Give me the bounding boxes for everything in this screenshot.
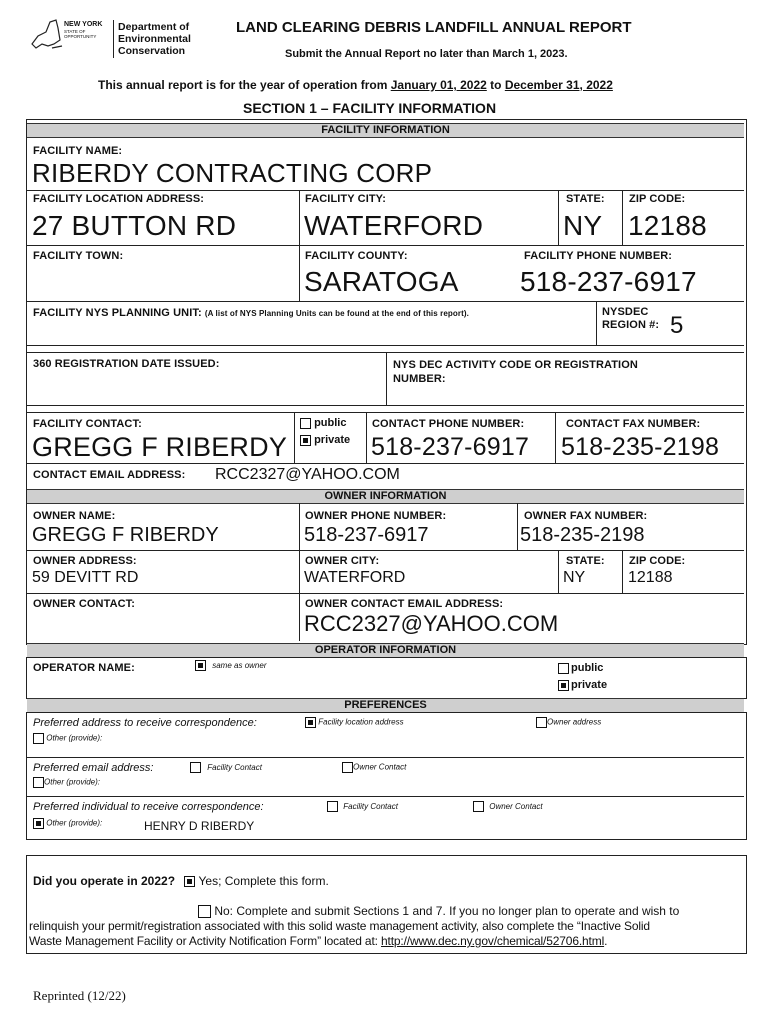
pref-individual-question: Preferred individual to receive correspondence: <box>33 801 264 813</box>
operate-no-row: No: Complete and submit Sections 1 and 7. If you no longer plan to operate and wish to <box>198 904 679 918</box>
owner-zip-label: ZIP CODE: <box>629 555 686 567</box>
operator-private-checkbox[interactable] <box>558 680 569 691</box>
operator-private-option[interactable]: private <box>558 679 607 691</box>
pref-email-owner-option[interactable]: Owner Contact <box>342 762 406 773</box>
contact-private-option[interactable]: private <box>300 434 350 446</box>
pref-address-question: Preferred address to receive correspondence: <box>33 717 257 729</box>
region-label: NYSDEC REGION #: <box>602 306 660 331</box>
contact-fax-field[interactable]: 518-235-2198 <box>561 433 720 461</box>
operator-name-label: OPERATOR NAME: <box>33 662 135 674</box>
inactive-form-link[interactable]: http://www.dec.ny.gov/chemical/52706.html <box>381 934 605 948</box>
owner-state-label: STATE: <box>566 555 605 567</box>
owner-email-field[interactable]: RCC2327@YAHOO.COM <box>304 611 559 636</box>
same-as-owner-checkbox[interactable] <box>195 660 206 671</box>
pref-address-facility-checkbox[interactable] <box>305 717 316 728</box>
facility-city-field[interactable]: WATERFORD <box>304 210 484 241</box>
pref-address-owner-checkbox[interactable] <box>536 717 547 728</box>
operate-no-line3: Waste Management Facility or Activity Notification Form” located at: http://www.dec.ny.gov/chemical/52706.html. <box>29 934 608 948</box>
operate-no-line2: relinquish your permit/registration associated with this solid waste management activity, also complete the “Inactive Solid <box>29 919 650 933</box>
pref-address-other-checkbox[interactable] <box>33 733 44 744</box>
pref-individual-owner-option[interactable]: Owner Contact <box>473 801 543 812</box>
pref-address-facility-option[interactable]: Facility location address <box>305 717 404 728</box>
owner-city-field[interactable]: WATERFORD <box>304 569 406 586</box>
facility-county-field[interactable]: SARATOGA <box>304 266 459 297</box>
pref-email-facility-option[interactable]: Facility Contact <box>190 762 262 773</box>
owner-zip-field[interactable]: 12188 <box>628 569 673 586</box>
preferences-section <box>26 712 747 840</box>
pref-individual-facility-option[interactable]: Facility Contact <box>327 801 398 812</box>
pref-email-owner-checkbox[interactable] <box>342 762 353 773</box>
report-title: LAND CLEARING DEBRIS LANDFILL ANNUAL REPORT <box>236 19 632 36</box>
owner-address-label: OWNER ADDRESS: <box>33 555 137 567</box>
logo-state-sub1: STATE OF <box>64 29 86 34</box>
state-outline-icon <box>28 18 64 52</box>
pref-email-question: Preferred email address: <box>33 762 154 774</box>
operator-info-bar: OPERATOR INFORMATION <box>27 643 744 658</box>
registration-date-label: 360 REGISTRATION DATE ISSUED: <box>33 358 220 370</box>
facility-county-label: FACILITY COUNTY: <box>305 250 408 262</box>
owner-city-label: OWNER CITY: <box>305 555 380 567</box>
same-as-owner-option[interactable]: same as owner <box>195 660 266 671</box>
pref-individual-owner-checkbox[interactable] <box>473 801 484 812</box>
pref-email-other-option[interactable]: Other (provide): <box>33 777 100 788</box>
facility-address-label: FACILITY LOCATION ADDRESS: <box>33 193 205 205</box>
logo-state-sub2: OPPORTUNITY <box>64 34 97 39</box>
planning-unit-label: FACILITY NYS PLANNING UNIT: (A list of NYS Planning Units can be found at the end of this report). <box>33 307 469 319</box>
owner-contact-label: OWNER CONTACT: <box>33 598 136 610</box>
facility-town-label: FACILITY TOWN: <box>33 250 124 262</box>
contact-private-checkbox[interactable] <box>300 435 311 446</box>
dept-name: Department of Environmental Conservation <box>118 21 191 57</box>
facility-address-field[interactable]: 27 BUTTON RD <box>32 210 237 241</box>
owner-name-label: OWNER NAME: <box>33 510 116 522</box>
owner-state-field[interactable]: NY <box>563 569 586 586</box>
operate-yes-checkbox[interactable] <box>184 876 195 887</box>
facility-name-label: FACILITY NAME: <box>33 145 123 157</box>
reprinted-note: Reprinted (12/22) <box>33 988 126 1003</box>
contact-email-label: CONTACT EMAIL ADDRESS: <box>33 469 186 481</box>
logo-state-name: NEW YORK <box>64 21 103 28</box>
contact-phone-field[interactable]: 518-237-6917 <box>371 433 530 461</box>
operate-question-row <box>33 874 329 888</box>
activity-code-label: NYS DEC ACTIVITY CODE OR REGISTRATION NUMBER: <box>393 359 638 385</box>
operate-no-checkbox[interactable] <box>198 905 211 918</box>
contact-fax-label: CONTACT FAX NUMBER: <box>566 418 701 430</box>
facility-name-field[interactable]: RIBERDY CONTRACTING CORP <box>32 158 433 188</box>
pref-individual-facility-checkbox[interactable] <box>327 801 338 812</box>
reporting-period: This annual report is for the year of operation from January 01, 2022 to December 31, 2022 <box>98 78 613 92</box>
owner-fax-label: OWNER FAX NUMBER: <box>524 510 648 522</box>
owner-phone-label: OWNER PHONE NUMBER: <box>305 510 447 522</box>
operator-public-checkbox[interactable] <box>558 663 569 674</box>
operator-public-option[interactable]: public <box>558 662 603 674</box>
facility-zip-label: ZIP CODE: <box>629 193 686 205</box>
facility-phone-field[interactable]: 518-237-6917 <box>520 266 697 297</box>
region-field[interactable]: 5 <box>670 312 684 339</box>
owner-email-label: OWNER CONTACT EMAIL ADDRESS: <box>305 598 504 610</box>
facility-state-field[interactable]: NY <box>563 210 603 241</box>
preferences-bar: PREFERENCES <box>27 698 744 713</box>
pref-email-facility-checkbox[interactable] <box>190 762 201 773</box>
nys-logo <box>28 18 118 52</box>
operate-yes-label: Yes; Complete this form. <box>198 874 329 888</box>
owner-info-bar: OWNER INFORMATION <box>27 489 744 504</box>
owner-address-field[interactable]: 59 DEVITT RD <box>32 569 139 586</box>
pref-address-other-option[interactable]: Other (provide): <box>33 733 102 744</box>
contact-public-option[interactable]: public <box>300 417 346 429</box>
contact-public-checkbox[interactable] <box>300 418 311 429</box>
pref-individual-other-checkbox[interactable] <box>33 818 44 829</box>
pref-individual-other-option[interactable]: Other (provide): <box>33 818 102 829</box>
facility-contact-field[interactable]: GREGG F RIBERDY <box>32 432 288 462</box>
facility-phone-label: FACILITY PHONE NUMBER: <box>524 250 673 262</box>
owner-fax-field[interactable]: 518-235-2198 <box>520 524 645 546</box>
facility-state-label: STATE: <box>566 193 605 205</box>
facility-contact-label: FACILITY CONTACT: <box>33 418 142 430</box>
contact-email-field[interactable]: RCC2327@YAHOO.COM <box>215 466 400 483</box>
section-title: SECTION 1 – FACILITY INFORMATION <box>243 100 497 116</box>
facility-info-bar: FACILITY INFORMATION <box>27 123 744 138</box>
deadline-text: Submit the Annual Report no later than March 1, 2023. <box>285 48 568 60</box>
facility-zip-field[interactable]: 12188 <box>628 210 707 241</box>
pref-individual-other-field[interactable]: HENRY D RIBERDY <box>144 819 255 833</box>
facility-city-label: FACILITY CITY: <box>305 193 387 205</box>
operate-question: Did you operate in 2022? <box>33 874 176 888</box>
pref-email-other-checkbox[interactable] <box>33 777 44 788</box>
owner-phone-field[interactable]: 518-237-6917 <box>304 524 429 546</box>
contact-phone-label: CONTACT PHONE NUMBER: <box>372 418 525 430</box>
owner-name-field[interactable]: GREGG F RIBERDY <box>32 524 219 546</box>
pref-address-owner-option[interactable]: Owner address <box>536 717 601 728</box>
